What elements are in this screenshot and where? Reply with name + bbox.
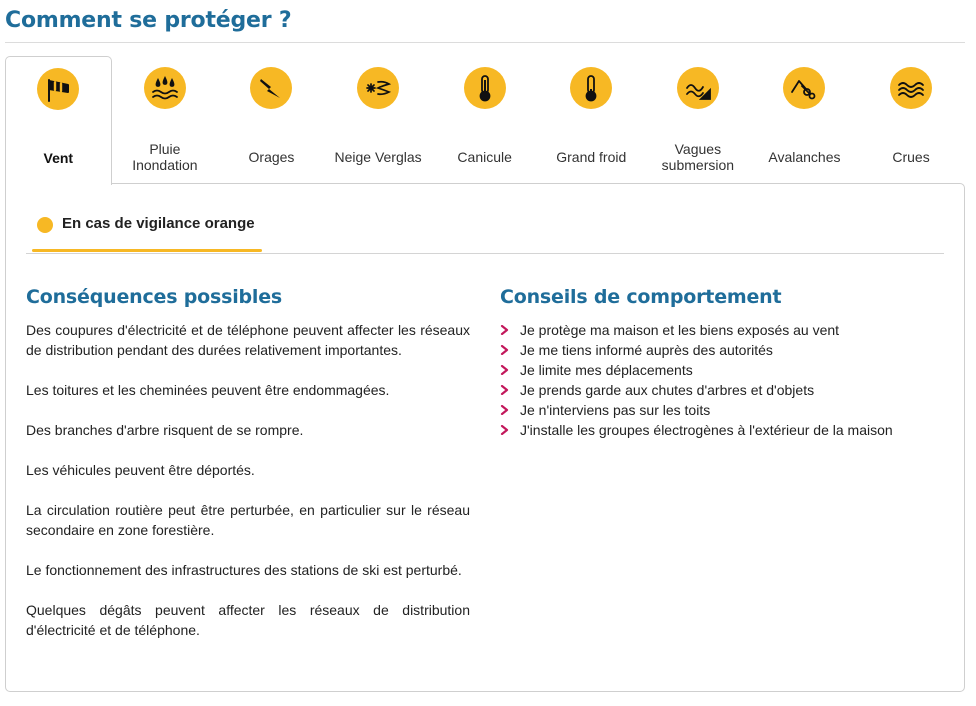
consequence-paragraph: La circulation routière peut être perturbée, en particulier sur le réseau secondaire en zone forestière.	[26, 502, 470, 538]
flood-waves-icon	[890, 67, 932, 109]
tab-label: Canicule	[457, 149, 512, 165]
tab-grand-froid[interactable]	[538, 56, 645, 184]
advice-list	[500, 320, 940, 440]
chevron-right-icon	[500, 385, 509, 395]
consequence-paragraph: Les toitures et les cheminées peuvent être endommagées.	[26, 382, 390, 398]
windsock-icon	[37, 68, 79, 110]
advice-section	[500, 285, 940, 440]
tab-vagues-submersion[interactable]	[645, 56, 752, 184]
rain-flood-icon	[144, 67, 186, 109]
tab-label: Neige Verglas	[334, 149, 422, 165]
vigilance-divider	[26, 253, 944, 254]
thermometer-cold-icon	[570, 67, 612, 109]
chevron-right-icon	[500, 405, 509, 415]
tab-crues[interactable]	[858, 56, 965, 184]
tab-canicule[interactable]	[431, 56, 538, 184]
tab-pluie-inondation[interactable]	[112, 56, 219, 184]
consequence-paragraph: Des branches d'arbre risquent de se rompre.	[26, 422, 304, 438]
tab-label: Vent	[43, 150, 74, 166]
tab-label: Avalanches	[768, 149, 841, 165]
consequences-section	[26, 285, 470, 660]
lightning-icon	[250, 67, 292, 109]
advice-text: Je limite mes déplacements	[520, 362, 693, 378]
advice-item	[500, 340, 940, 360]
tab-vent[interactable]	[5, 56, 112, 185]
tab-neige-verglas[interactable]	[325, 56, 432, 184]
tab-avalanches[interactable]	[751, 56, 858, 184]
vigilance-orange-dot-icon	[37, 217, 53, 233]
page-title: Comment se protéger ?	[5, 8, 292, 33]
avalanche-icon	[783, 67, 825, 109]
vigilance-tab-underline	[32, 249, 262, 252]
vigilance-label: En cas de vigilance orange	[62, 215, 255, 232]
advice-item	[500, 400, 940, 420]
tab-label: Orages	[248, 149, 295, 165]
hazard-tabs	[5, 56, 965, 184]
chevron-right-icon	[500, 345, 509, 355]
advice-item	[500, 360, 940, 380]
title-divider	[5, 42, 965, 43]
advice-text: Je protège ma maison et les biens exposés au vent	[520, 322, 840, 338]
wave-submersion-icon	[677, 67, 719, 109]
consequences-title: Conséquences possibles	[26, 286, 283, 308]
snow-ice-icon	[357, 67, 399, 109]
advice-text: J'installe les groupes électrogènes à l'extérieur de la maison	[520, 422, 893, 438]
tab-orages[interactable]	[218, 56, 325, 184]
advice-item	[500, 320, 940, 340]
chevron-right-icon	[500, 365, 509, 375]
tab-label: Pluie Inondation	[132, 141, 198, 173]
tab-label: Crues	[892, 149, 930, 165]
chevron-right-icon	[500, 425, 509, 435]
advice-text: Je n'interviens pas sur les toits	[520, 402, 711, 418]
advice-title: Conseils de comportement	[500, 286, 782, 308]
advice-text: Je me tiens informé auprès des autorités	[520, 342, 773, 358]
thermometer-hot-icon	[464, 67, 506, 109]
consequence-paragraph: Des coupures d'électricité et de téléphone peuvent affecter les réseaux de distribution pendant des durées relativement importantes.	[26, 322, 470, 358]
consequence-paragraph: Quelques dégâts peuvent affecter les réseaux de distribution d'électricité et de téléphone.	[26, 602, 470, 638]
advice-text: Je prends garde aux chutes d'arbres et d'objets	[520, 382, 815, 398]
chevron-right-icon	[500, 325, 509, 335]
vigilance-tab[interactable]	[32, 213, 262, 251]
consequence-paragraph: Le fonctionnement des infrastructures des stations de ski est perturbé.	[26, 562, 462, 578]
tab-label: Vagues submersion	[661, 141, 735, 173]
tab-content-panel	[5, 183, 965, 692]
tab-label: Grand froid	[556, 149, 627, 165]
consequence-paragraph: Les véhicules peuvent être déportés.	[26, 462, 255, 478]
advice-item	[500, 380, 940, 400]
advice-item	[500, 420, 940, 440]
